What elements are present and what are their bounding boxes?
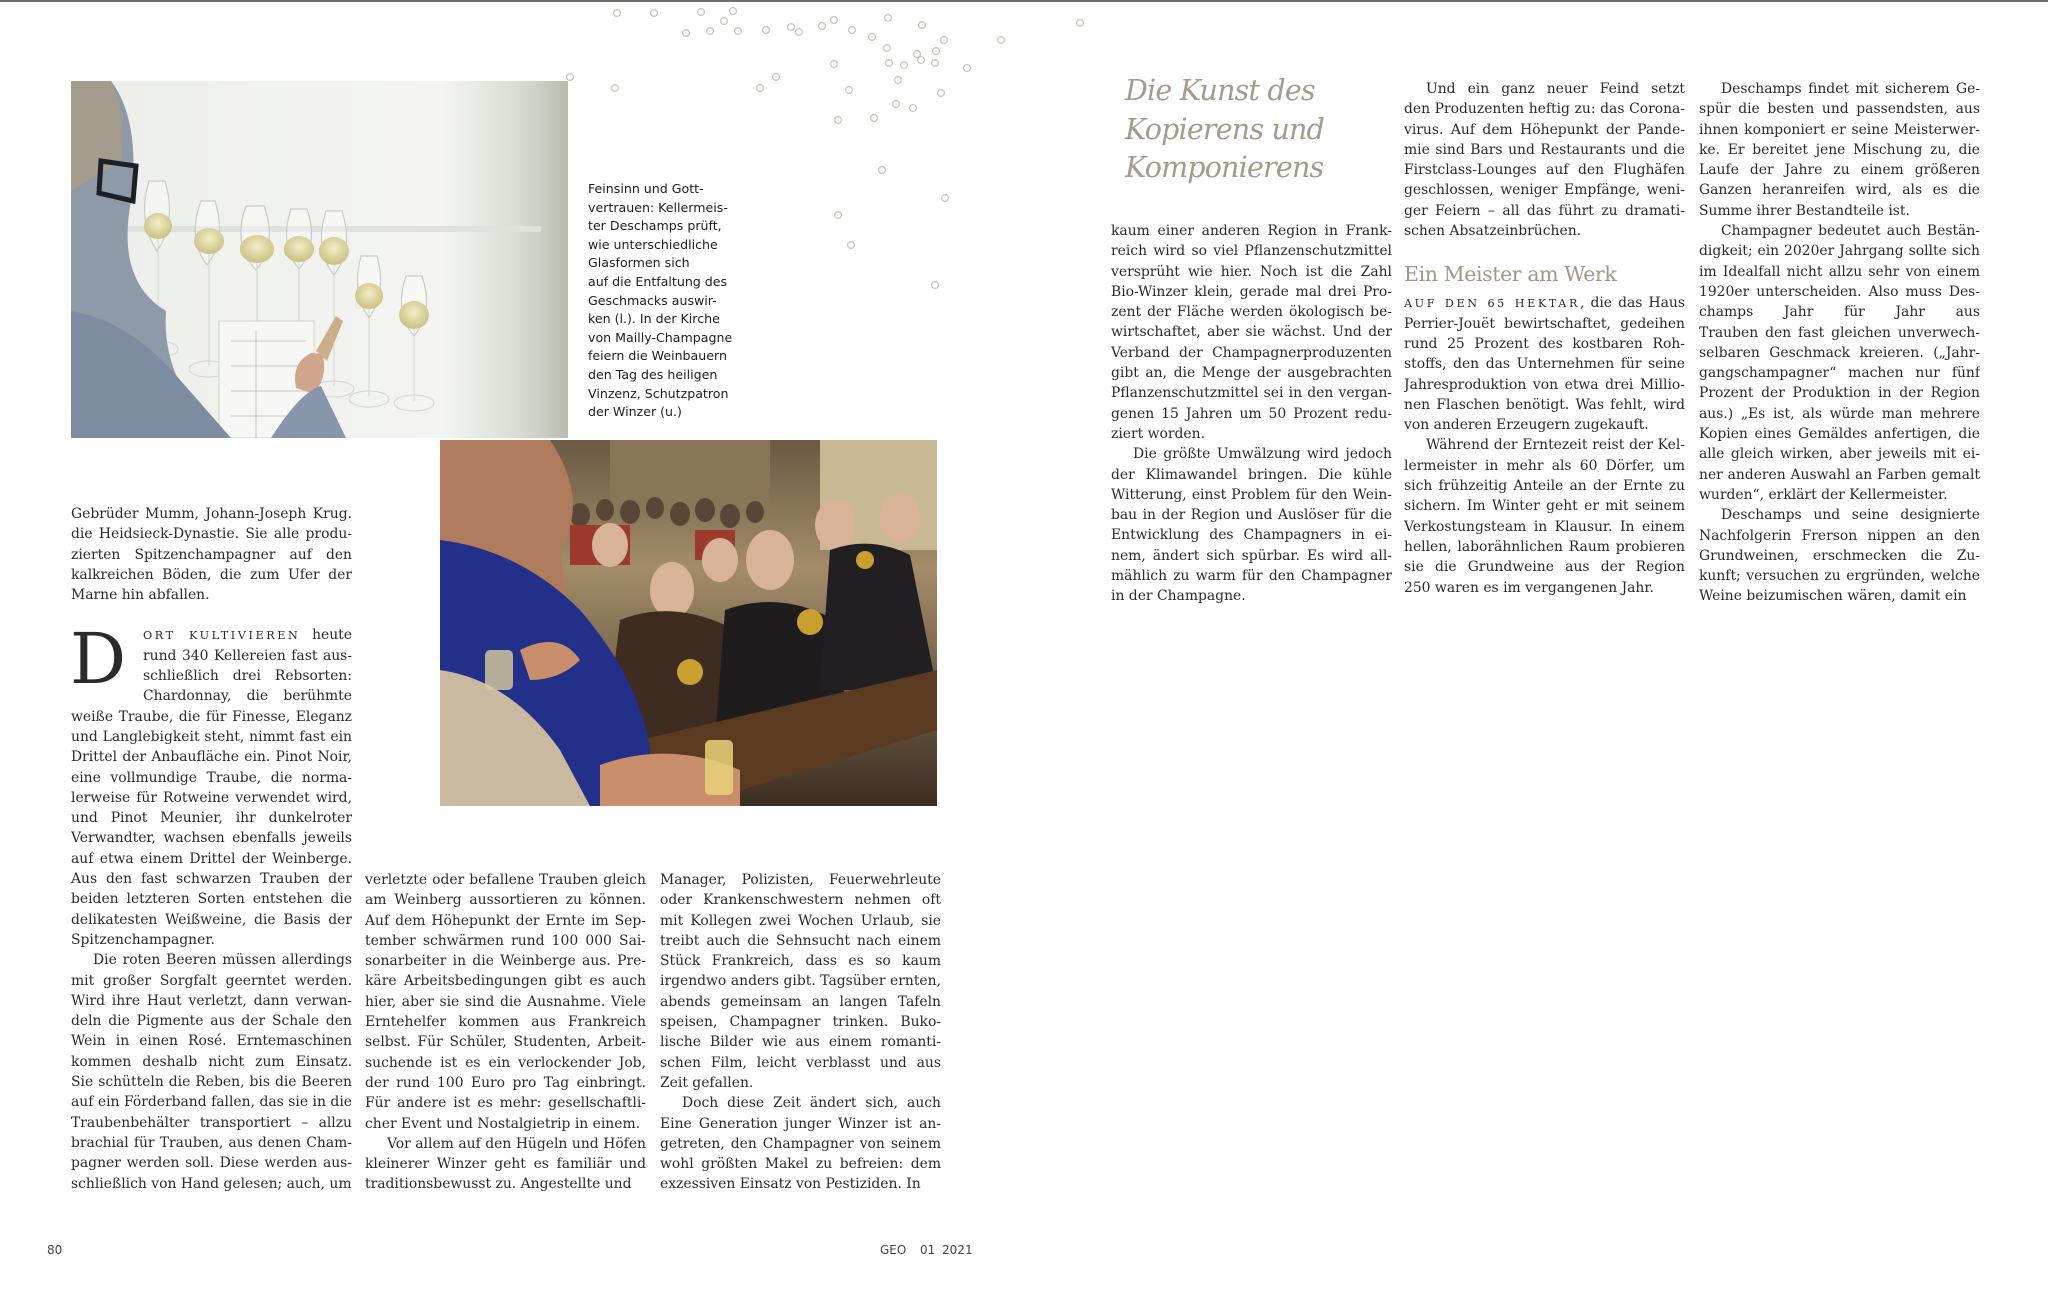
- text-line: Deschamps findet mit sicherem Ge-: [1721, 81, 1980, 97]
- text-line: geschlossen, weniger Empfänge, weni-: [1404, 182, 1685, 199]
- bubble-dot: [788, 24, 795, 31]
- drop-cap: D: [70, 618, 127, 701]
- text-line: stoffs, den das Unternehmen für seine: [1404, 356, 1685, 373]
- text-line: ihnen komponiert er seine Meisterwer-: [1699, 121, 1980, 138]
- bubble-dot: [683, 30, 690, 37]
- text-line: Verband der Champagnerproduzenten: [1111, 344, 1392, 361]
- bubble-dot: [757, 85, 764, 92]
- text-line: exzessiven Einsatz von Pestiziden. In: [660, 1176, 921, 1193]
- text-line: lermeister in mehr als 60 Dörfer, um: [1404, 457, 1685, 474]
- text-line: virus. Auf dem Höhepunkt der Pande-: [1404, 121, 1685, 138]
- text-line: mit Kollegen zwei Wochen Urlaub, sie: [660, 912, 941, 929]
- text-line: deln die Pigmente aus der Schale den: [71, 1013, 352, 1030]
- paragraph: [365, 870, 646, 1134]
- text-line: Während der Erntezeit reist der Kel-: [1426, 437, 1685, 454]
- text-line: treibt auch die Sehnsucht nach einem: [660, 932, 941, 949]
- bubble-dot: [831, 17, 838, 24]
- text-line: [143, 625, 352, 645]
- text-line: sich frühzeitig Anteile an der Ernte zu: [1404, 478, 1685, 495]
- bubble-dot: [964, 65, 971, 72]
- right-page-column-1: [1111, 221, 1392, 607]
- text-line: Pflanzenschutzmittel sei in den vergan-: [1111, 385, 1392, 402]
- text-line: den Produzenten heftig zu: das Corona-: [1404, 101, 1685, 118]
- text-line: alle gleich wirken, aber jeweils mit ei-: [1699, 446, 1980, 463]
- text-line: Firstclass-Lounges auf den Flughäfen: [1404, 162, 1685, 179]
- bubble-dot: [567, 74, 574, 81]
- text-fragment: , die das Haus: [1579, 295, 1685, 312]
- text-line: pagner werden soll. Diese werden aus-: [71, 1155, 352, 1172]
- text-line: Bio-Winzer klein, gerade mal drei Pro-: [1111, 283, 1392, 300]
- paragraph: [1699, 79, 1980, 221]
- caption-line: ter Deschamps prüft,: [588, 218, 722, 234]
- caption-line: vertrauen: Kellermeis-: [588, 199, 728, 215]
- text-line: Perrier-Jouët bewirtschaftet, gedeihen: [1404, 315, 1685, 332]
- text-line: verletzte oder befallene Trauben gleich: [365, 872, 646, 888]
- text-line: in der Champagne.: [1111, 588, 1246, 605]
- bubble-dot: [919, 22, 926, 29]
- text-line: und Pinot Meunier, ihr dunkelroter: [71, 810, 352, 827]
- text-line: Witterung, einst Problem für den Wein-: [1111, 486, 1392, 503]
- text-line: mit großer Sorgfalt geerntet werden.: [71, 972, 352, 989]
- text-line: eine vollmundige Traube, die norma-: [71, 769, 352, 786]
- text-line: Nachfolgerin Frerson nippen an den: [1699, 527, 1980, 544]
- text-line: delikatesten Weißweine, die Basis der: [71, 911, 352, 928]
- bubble-dot: [698, 9, 705, 16]
- paragraph: [71, 950, 352, 1194]
- page-number: 80: [47, 1243, 63, 1257]
- bubble-dot: [895, 77, 902, 84]
- text-line: selbaren Geschmack kreieren. („Jahr-: [1699, 344, 1980, 361]
- text-line: lische Bilder wie aus einem romanti-: [660, 1034, 941, 1051]
- photo-caption: [588, 180, 758, 422]
- bubble-dot: [835, 117, 842, 124]
- text-line: Marne hin abfallen.: [71, 587, 210, 604]
- text-line: Entwicklung des Champagners in ei-: [1111, 527, 1392, 544]
- text-fragment: heute: [300, 627, 352, 644]
- intro-paragraph: [71, 504, 352, 605]
- paragraph: [71, 707, 352, 951]
- bubble-dot: [938, 90, 945, 97]
- lead-in-smallcaps: AUF DEN 65 HEKTAR: [1404, 297, 1580, 311]
- paragraph: [1699, 221, 1980, 505]
- text-line: Champagner bedeutet auch Bestän-: [1721, 223, 1980, 240]
- dropcap-paragraph: [70, 618, 352, 706]
- text-line: Gebrüder Mumm, Johann-Joseph Krug.: [71, 506, 352, 522]
- text-line: Zeit gefallen.: [660, 1074, 754, 1091]
- text-line: Laufe der Jahre zu einem größeren: [1699, 162, 1980, 179]
- text-line: Aus den fast schwarzen Trauben der: [71, 871, 352, 888]
- text-line: [1404, 293, 1685, 313]
- text-line: Prozent der Produktion in der Region: [1699, 385, 1980, 402]
- lead-in-smallcaps: ORT KULTIVIEREN: [143, 629, 301, 643]
- bubble-dot: [884, 45, 891, 52]
- text-line: auf ein Förderband fallen, das sie in die: [71, 1094, 352, 1111]
- text-line: tember schwärmen rund 100 000 Sai-: [365, 932, 646, 949]
- text-line: sichern. Im Winter geht er mit seinem: [1404, 498, 1685, 515]
- text-line: gangschampagner“ machen nur fünf: [1699, 365, 1980, 382]
- text-line: versprüht wie hier. Noch ist die Zahl: [1111, 263, 1392, 280]
- paragraph-continuation: [1404, 314, 1685, 436]
- text-line: Verwandter, wachsen ebenfalls jeweils: [71, 830, 352, 847]
- bubble-dot: [763, 27, 770, 34]
- bubble-dot: [651, 10, 658, 17]
- text-line: gibt an, die Menge der ausgebrachten: [1111, 365, 1392, 382]
- text-line: cher Event und Nostalgietrip in einem.: [365, 1115, 641, 1132]
- subheading: Ein Meister am Werk: [1404, 262, 1617, 287]
- bubble-dot: [885, 15, 892, 22]
- text-line: auf etwa einem Drittel der Weinberge.: [71, 850, 352, 867]
- text-line: irgendwo anders gibt. Tagsüber ernten,: [660, 973, 941, 990]
- text-line: Summe ihrer Bestandteile ist.: [1699, 202, 1910, 219]
- bubble-dot: [869, 34, 876, 41]
- page-top-rule: [0, 0, 2048, 2]
- bubble-dot: [831, 61, 838, 68]
- text-line: 1920er unterscheiden. Also muss Des-: [1699, 283, 1980, 300]
- heading-line: Die Kunst des: [1125, 74, 1315, 107]
- paragraph: [1111, 444, 1392, 606]
- text-line: Erntehelfer kommen aus Frankreich: [365, 1014, 646, 1031]
- text-line: kaum einer anderen Region in Frank-: [1111, 223, 1392, 239]
- bubble-dot: [735, 28, 742, 35]
- caption-line: den Tag des heiligen: [588, 366, 718, 382]
- text-line: bau in der Region und Auslöser für die: [1111, 507, 1392, 524]
- text-line: der Klimawandel bringen. Die kühle: [1111, 466, 1392, 483]
- caption-line: Glasformen sich: [588, 255, 690, 271]
- photo-church-ceremony: [440, 440, 937, 806]
- text-line: schließlich von Hand gelesen; auch, um: [71, 1175, 352, 1192]
- text-line: von anderen Erzeugern zugekauft.: [1404, 417, 1649, 434]
- paragraph: [1404, 79, 1685, 241]
- text-line: Doch diese Zeit ändert sich, auch: [682, 1095, 941, 1112]
- bubble-dot: [932, 60, 939, 67]
- text-line: Kopien eines Gemäldes anfertigen, die: [1699, 426, 1980, 443]
- text-line: sonarbeiter in die Weinberge aus. Pre-: [365, 953, 646, 970]
- right-page-column-3: [1699, 79, 1980, 607]
- text-line: kommen deshalb nicht zum Einsatz.: [71, 1053, 352, 1070]
- text-line: abends gemeinsam an langen Tafeln: [660, 993, 941, 1010]
- text-line: wohl größten Makel zu befreien: dem: [660, 1156, 941, 1173]
- bubble-dot: [796, 29, 803, 36]
- text-line: wirtschaftet, aber sie wächst. Und der: [1111, 324, 1392, 341]
- text-line: oder Krankenschwestern nehmen oft: [660, 892, 941, 909]
- paragraph: [660, 1093, 941, 1194]
- text-line: reich wird so viel Pflanzenschutzmittel: [1111, 243, 1392, 260]
- text-line: Grundweinen, erschmecken die Zu-: [1699, 547, 1980, 564]
- text-line: Eine Generation junger Winzer ist an-: [660, 1115, 941, 1132]
- bubble-dot: [773, 74, 780, 81]
- text-line: Stück Frankreich, dass es so kaum: [660, 953, 941, 970]
- text-line: spür die besten und passendsten, aus: [1699, 101, 1980, 118]
- text-line: suchende ist es ein verlockender Job,: [365, 1054, 646, 1071]
- bubble-dot: [835, 212, 842, 219]
- right-page-column-2: [1404, 79, 1685, 598]
- text-line: und Langlebigkeit steht, nimmt fast ein: [71, 728, 352, 745]
- text-line: ke. Er bereitet jene Mischung zu, die: [1699, 141, 1980, 158]
- text-line: zierten Spitzenchampagner auf den: [71, 546, 352, 563]
- text-line: mählich zu warm für den Champagner: [1111, 568, 1392, 585]
- text-line: selbst. Für Schüler, Studenten, Arbeit-: [365, 1034, 646, 1051]
- text-line: Wein in einen Rosé. Erntemaschinen: [71, 1033, 352, 1050]
- bubble-dot: [871, 115, 878, 122]
- text-line: Verkostungsteam in Klausur. In einem: [1404, 518, 1685, 535]
- text-line: rund 25 Prozent des kostbaren Roh-: [1404, 335, 1685, 352]
- caption-line: auf die Entfaltung des: [588, 273, 728, 289]
- text-line: hellen, laborähnlichen Raum probieren: [1404, 538, 1685, 555]
- text-line: Vor allem auf den Hügeln und Höfen: [387, 1135, 646, 1152]
- heading-line: Kopierens und: [1125, 112, 1324, 146]
- paragraph: [1111, 221, 1392, 444]
- text-line: Wird ihre Haut verletzt, dann verwan-: [71, 992, 352, 1009]
- text-line: beiden letzteren Sorten entstehen die: [71, 891, 352, 908]
- heading-line: Komponierens: [1125, 151, 1324, 184]
- text-line: sie die Grundweine aus der Region: [1404, 559, 1685, 576]
- text-line: nen Flaschen benötigt. Was fehlt, wird: [1404, 396, 1685, 413]
- bubble-dot: [893, 101, 900, 108]
- text-line: Chardonnay, die berühmte: [143, 688, 352, 705]
- bubble-dot: [879, 167, 886, 174]
- text-line: rund 340 Kellereien fast aus-: [143, 647, 352, 664]
- photo-glass-tasting: [71, 81, 568, 438]
- caption-line: wie unterschiedliche: [588, 236, 718, 252]
- bubble-dot: [998, 37, 1005, 44]
- text-line: schen Film, leicht verblasst und aus: [660, 1054, 941, 1071]
- paragraph: [1404, 435, 1685, 597]
- text-line: Manager, Polizisten, Feuerwehrleute: [660, 872, 941, 888]
- text-line: wurden“, erklärt der Kellermeister.: [1699, 486, 1948, 503]
- bubble-dot: [932, 282, 939, 289]
- text-line: ger Feiern – all das führt zu dramati-: [1404, 202, 1685, 219]
- bubble-dot: [819, 23, 826, 30]
- bubble-dot: [614, 10, 621, 17]
- text-line: nem, ändert sich spürbar. Es wird all-: [1111, 547, 1392, 564]
- text-line: Und ein ganz neuer Feind setzt: [1426, 81, 1685, 97]
- section-heading: [1125, 72, 1385, 188]
- bubble-dot: [846, 87, 853, 94]
- paragraph: [660, 870, 941, 1093]
- bubble-dot: [612, 85, 619, 92]
- text-line: schen Absatzeinbrüchen.: [1404, 223, 1582, 240]
- text-line: getreten, den Champagner von seinem: [660, 1135, 941, 1152]
- caption-line: der Winzer (u.): [588, 404, 682, 420]
- text-line: kleinerer Winzer geht es familiär und: [365, 1156, 646, 1173]
- bubble-dot: [933, 48, 940, 55]
- text-line: aus.) „Es ist, als würde man mehrere: [1699, 405, 1980, 422]
- text-line: Drittel der Anbaufläche ein. Pinot Noir,: [71, 749, 352, 766]
- text-line: kunft; versuchen zu ergründen, welche: [1699, 568, 1980, 585]
- text-line: brachial für Trauben, aus denen Cham-: [71, 1134, 352, 1151]
- text-line: Trauben den fast gleichen unverwech-: [1699, 324, 1980, 341]
- paragraph: [365, 1134, 646, 1195]
- bubble-dot: [849, 27, 856, 34]
- text-line: Jahresproduktion von etwa drei Millio-: [1404, 376, 1685, 393]
- caption-line: von Mailly-Champagne: [588, 329, 733, 345]
- text-line: digkeit; ein 2020er Jahrgang sollte sich: [1699, 243, 1980, 260]
- text-line: lerweise für Rotweine verwendet wird,: [71, 789, 352, 806]
- text-line: schließlich drei Rebsorten:: [143, 668, 352, 685]
- caption-line: ken (l.). In der Kirche: [588, 311, 720, 327]
- issue-label: GEO 01 2021: [880, 1243, 973, 1257]
- text-line: der rund 100 Euro pro Tag einbringt.: [365, 1074, 646, 1091]
- text-line: speisen, Champagner trinken. Buko-: [660, 1014, 941, 1031]
- text-line: käre Arbeitsbedingungen gibt es auch: [365, 973, 646, 990]
- bubble-dot: [730, 8, 737, 15]
- left-page-column-1: [71, 504, 352, 1194]
- text-line: Sie schütteln die Reben, bis die Beeren: [71, 1074, 352, 1091]
- paragraph: [1404, 293, 1685, 435]
- text-line: ziert worden.: [1111, 425, 1205, 442]
- text-line: champs Jahr für Jahr aus: [1699, 304, 1980, 321]
- text-line: Traubenbehälter transportiert – allzu: [71, 1114, 352, 1131]
- bubble-dot: [941, 37, 948, 44]
- bubble-dot: [910, 105, 917, 112]
- text-line: Die roten Beeren müssen allerdings: [93, 952, 352, 969]
- text-line: genen 15 Jahren um 50 Prozent redu-: [1111, 405, 1392, 422]
- text-line: kalkreichen Böden, die zum Ufer der: [71, 566, 352, 583]
- paragraph: [1699, 505, 1980, 606]
- text-line: weiße Traube, die für Finesse, Eleganz: [71, 708, 352, 725]
- caption-line: Geschmacks auswir-: [588, 292, 717, 308]
- text-line: 250 waren es im vergangenen Jahr.: [1404, 579, 1654, 596]
- text-line: Ganzen heranreifen wird, als es die: [1699, 182, 1980, 199]
- caption-line: Feinsinn und Gott-: [588, 181, 704, 196]
- text-line: im Idealfall nicht allzu sehr von einem: [1699, 263, 1980, 280]
- text-line: mie sind Bars und Restaurants und die: [1404, 141, 1685, 158]
- text-line: Für andere ist es mehr: gesellschaftli-: [365, 1095, 646, 1112]
- text-line: Deschamps und seine designierte: [1721, 507, 1980, 524]
- text-line: zent der Fläche werden ökologisch be-: [1111, 304, 1392, 321]
- bubble-dot: [886, 60, 893, 67]
- text-line: Auf dem Höhepunkt der Ernte im Sep-: [365, 912, 646, 929]
- bubble-dot: [721, 18, 728, 25]
- bubble-dot: [901, 62, 908, 69]
- left-page-column-3: [660, 870, 941, 1195]
- bubble-dot: [918, 57, 925, 64]
- text-line: am Weinberg aussortieren zu können.: [365, 892, 646, 909]
- text-line: traditionsbewusst zu. Angestellte und: [365, 1176, 632, 1193]
- text-line: die Heidsieck-Dynastie. Sie alle produ-: [71, 526, 352, 543]
- caption-line: Vinzenz, Schutzpatron: [588, 385, 729, 401]
- bubble-dot: [914, 51, 921, 58]
- caption-line: feiern die Weinbauern: [588, 348, 727, 364]
- text-line: Die größte Umwälzung wird jedoch: [1133, 446, 1392, 463]
- text-line: ner anderen Auswahl an Farben gemalt: [1699, 466, 1980, 483]
- bubble-dot: [707, 28, 714, 35]
- bubble-dot: [848, 242, 855, 249]
- left-page-column-2: [365, 870, 646, 1195]
- text-line: hier, aber sie sind die Ausnahme. Viele: [365, 993, 646, 1010]
- text-line: Weine beizumischen wären, damit ein: [1699, 588, 1967, 605]
- text-line: Spitzenchampagner.: [71, 931, 215, 948]
- bubble-dot: [942, 195, 949, 202]
- bubble-dot: [1077, 20, 1084, 27]
